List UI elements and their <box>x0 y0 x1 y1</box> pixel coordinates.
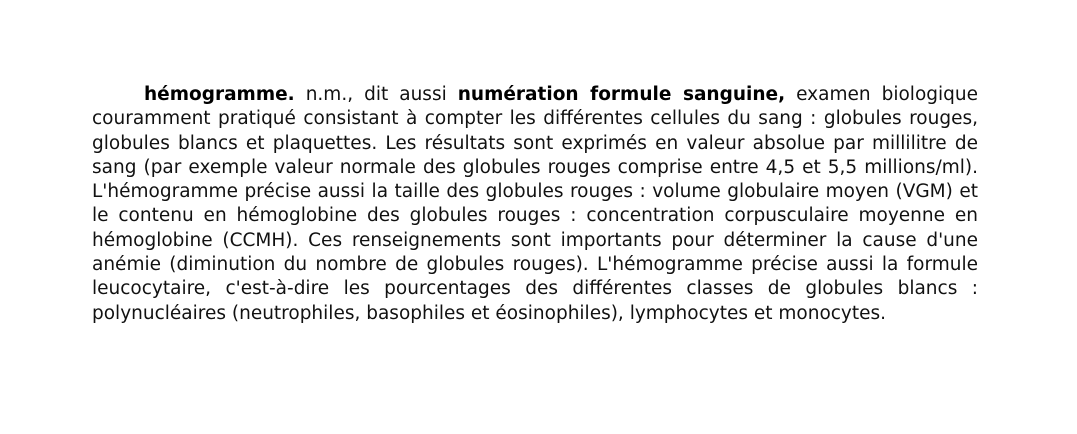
entry-term: hémogramme. <box>144 84 295 105</box>
dictionary-entry <box>92 83 978 326</box>
entry-definition: examen biologique couramment pratiqué consistant à compter les différentes cellules du sang : globules rouges, globules blancs et plaquettes. Les résultats sont exprimés en valeur absolue par millilitre de sang (par exemple valeur normale des globules rouges comprise entre 4,5 et 5,5 millions/ml). L'hémogramme précise aussi la taille des globules rouges : volume globulaire moyen (VGM) et le contenu en hémoglobine des globules rouges : concentration corpusculaire moyenne en hémoglobine (CCMH). Ces renseignements sont importants pour déterminer la cause d'une anémie (diminution du nombre de globules rouges). L'hémogramme précise aussi la formule leucocytaire, c'est-à-dire les pourcentages des différentes classes de globules blancs : polynucléaires (neutrophiles, basophiles et éosinophiles), lymphocytes et monocytes. <box>92 84 978 324</box>
entry-paragraph <box>92 83 978 326</box>
entry-grammar: n.m., dit aussi <box>305 84 447 105</box>
entry-synonym: numération formule sanguine, <box>457 84 786 105</box>
